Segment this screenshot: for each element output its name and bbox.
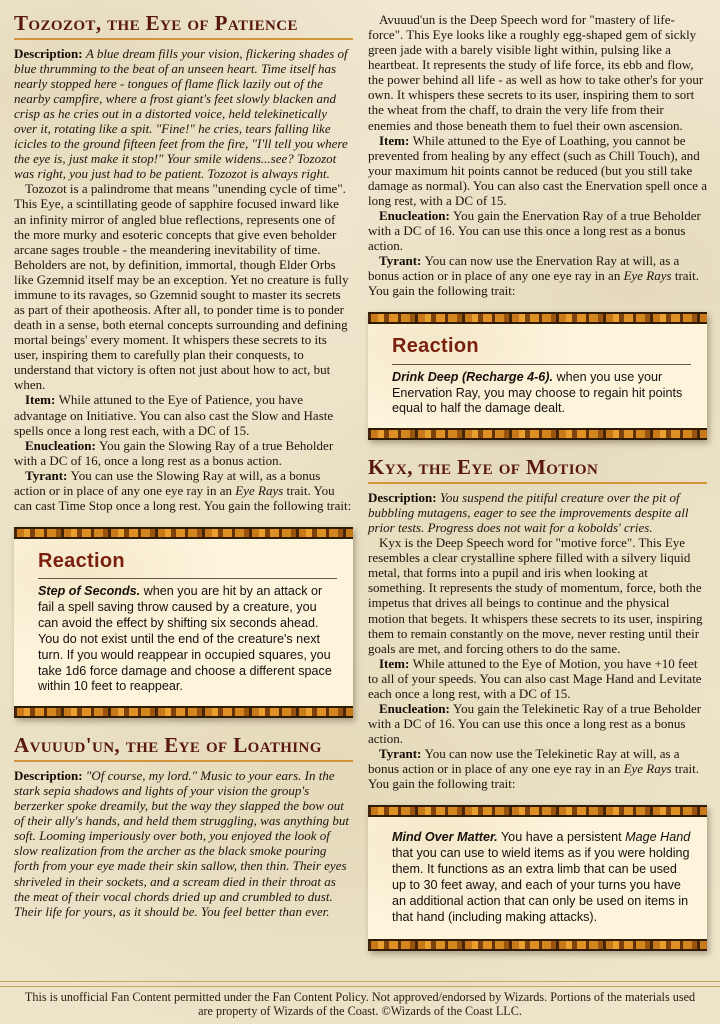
kyx-item-paragraph — [368, 656, 707, 701]
avuuudun-enucleation-text: You gain the Enervation Ray of a true Beholder with a DC of 16. You can use this once a long rest as a bonus action. — [368, 208, 701, 254]
eye-rays-italic: Eye Rays — [235, 482, 284, 498]
tozozot-item-text: While attuned to the Eye of Patience, you have advantage on Initiative. You can also cast the Slow and Haste spells once a long rest each, with a DC of 15. — [14, 392, 334, 438]
tozozot-description-paragraph — [14, 46, 353, 182]
tozozot-item-paragraph — [14, 392, 353, 437]
avuuudun-tyrant-text-post: trait. You gain the following trait: — [368, 268, 700, 299]
tyrant-label: Tyrant: — [25, 467, 71, 483]
avuuudun-description-paragraph — [14, 768, 353, 919]
left-column — [14, 12, 353, 967]
tyrant-label: Tyrant: — [379, 746, 425, 762]
kyx-description-text: You suspend the pitiful creature over the pit of bubbling mutagens, eager to see the improvements despite all prior tests. Progress does not wait for a kobolds' cries. — [368, 489, 689, 536]
note-top-border — [368, 312, 707, 324]
tozozot-lore-paragraph: Tozozot is a palindrome that means "unending cycle of time". This Eye, a scintillating geode of sapphire focused inward like an infinity mirror of angled blue reflections, represents one of the more murky and esoteric concepts that give even beholder arcane sages trouble - the meandering inevitability of time. Beholders are not, by definition, immortal, though Elder Orbs like Gzemnid itself may be an exception. Yet no creature is fully immune to its ravages, so Gzemnid sought to master its secrets as part of their apotheosis. After all, to ponder time is to ponder death in a sense, both eternal concepts surrounding and defining mortal beings' every moment. It whispers these secrets to its user, inspiring them to carefully plan their conquests, to understand that victory is often not just about how to act, but when. — [14, 181, 349, 393]
kyx-enucleation-paragraph — [368, 701, 707, 746]
note-content — [368, 817, 707, 938]
item-label: Item: — [25, 392, 59, 408]
trait-name-step-of-seconds: Step of Seconds. — [38, 584, 141, 599]
eye-rays-italic: Eye Rays — [623, 268, 672, 284]
note-bottom-border — [368, 939, 707, 951]
tyrant-label: Tyrant: — [379, 253, 425, 269]
tozozot-description-text: A blue dream fills your vision, flickering shades of blue thrumming to the beat of an unseen heart. Time itself has nearly stopped here - tongues of flame flick lazily out of the nearby campfire, where a frost giant's feet slowly blacken and crisp as he cries out in a distorted voice, held telekinetically over it, rotating like a spit. "Fine!" he cries, tears falling like icicles to the ground fifteen feet from the fire, "I'll tell you where the eye is, just make it stop!" Your smile widens...see? Tozozot was right, you just had to be patient. Tozozot is always right. — [14, 45, 348, 182]
kyx-enucleation-text: You gain the Telekinetic Ray of a true Beholder with a DC of 16. You can use this once a long rest as a bonus action. — [368, 701, 702, 747]
note-top-border — [14, 527, 353, 539]
note-content — [368, 324, 707, 428]
note-bottom-border — [14, 706, 353, 718]
footer-divider — [0, 981, 720, 987]
note-body — [38, 584, 337, 695]
avuuudun-lore-paragraph: Avuuud'un is the Deep Speech word for "mastery of life-force". This Eye looks like a roughly egg-shaped gem of sickly green jade with a barely visible light within, pulsing like a heartbeat. It represents the study of life force, its ebb and flow, the power behind all life - as well as how to take other's for your own. It whispers these secrets to its user, inspiring them to sort the wheat from the chaff, to drain the very life from their enemies and those beneath them to fuel their own ascension. — [368, 12, 704, 133]
footer-line-2: are property of Wizards of the Coast. ©Wizards of the Coast LLC. — [198, 1004, 522, 1019]
item-label: Item: — [379, 132, 413, 148]
kyx-tyrant-text-pre: You can now use the Telekinetic Ray at will, as a bonus action or in place of any one eye ray in an — [368, 746, 680, 777]
avuuudun-item-paragraph — [368, 133, 707, 208]
note-content — [14, 539, 353, 706]
kyx-lore-paragraph: Kyx is the Deep Speech word for "motive force". This Eye resembles a clear crystalline sphere filled with a silvery liquid metal, that forms into a pupil and iris when looking at something. It represents the study of momentum, force, both the impetus that drives all beings to continue and the physical motion that begets. It whispers these secrets to its user, inspiring them to remain constantly on the move, never resting until their goals are met, and forcing others to do the same. — [368, 535, 703, 656]
description-label: Description: — [368, 489, 440, 505]
avuuudun-tyrant-text-pre: You can now use the Enervation Ray at will, as a bonus action or in place of any one eye ray in an — [368, 253, 680, 284]
tozozot-enucleation-paragraph — [14, 438, 353, 468]
note-body — [392, 370, 691, 418]
right-column — [368, 12, 707, 967]
item-label: Item: — [379, 655, 413, 671]
section-title-kyx: Kyx, the Eye of Motion — [368, 456, 707, 484]
trait-body-text: when you use your Enervation Ray, you may choose to regain hit points equal to half the damage dealt. — [392, 369, 683, 416]
enucleation-label: Enucleation: — [379, 208, 454, 224]
avuuudun-tyrant-paragraph — [368, 253, 707, 298]
kyx-tyrant-text-post: trait. You gain the following trait: — [368, 761, 700, 792]
note-box-drink-deep — [368, 312, 707, 440]
kyx-tyrant-paragraph — [368, 746, 707, 791]
trait-name-drink-deep: Drink Deep (Recharge 4-6). — [392, 369, 553, 384]
tozozot-tyrant-text-post: trait. You can cast Time Stop once a long rest. You gain the following trait: — [14, 482, 352, 514]
enucleation-label: Enucleation: — [25, 437, 100, 453]
note-body — [392, 830, 691, 925]
footer-line-1: This is unofficial Fan Content permitted under the Fan Content Policy. Not approved/endorsed by Wizards. Portions of the materials used — [24, 989, 696, 1004]
section-title-tozozot: Tozozot, the Eye of Patience — [14, 12, 353, 40]
note-title-reaction: Reaction — [392, 331, 691, 364]
avuuudun-item-text: While attuned to the Eye of Loathing, you cannot be prevented from healing by any effect (such as Chill Touch), and your maximum hit points cannot be reduced (but you still take damage as normal). You can also cast the Enervation spell once a long rest, with a DC of 15. — [368, 132, 707, 208]
avuuudun-enucleation-paragraph — [368, 208, 707, 253]
eye-rays-italic: Eye Rays — [623, 761, 672, 777]
trait-body-text-pre: You have a persistent — [497, 830, 626, 845]
kyx-item-text: While attuned to the Eye of Motion, you have +10 feet to all of your speeds. You can also cast Mage Hand and Levitate each once a long rest, with a DC of 15. — [368, 655, 702, 701]
trait-body-text: when you are hit by an attack or fail a spell saving throw caused by a creature, you can avoid the effect by shifting six seconds ahead. You do not exist until the end of the creature's next turn. If you would reappear in occupied squares, you take 1d6 force damage and choose a different space within 10 feet to reappear. — [38, 584, 332, 694]
trait-body-text-post: that you can use to wield items as if you were holding them. It functions as an extra limb that can be used up to 30 feet away, and each of your turns you have an additional action that can only be used on items in that hand (including making attacks). — [392, 846, 690, 924]
note-bottom-border — [368, 428, 707, 440]
tozozot-tyrant-paragraph — [14, 468, 353, 513]
mage-hand-italic: Mage Hand — [625, 830, 691, 845]
description-label: Description: — [14, 767, 86, 783]
section-title-avuuudun: Avuuud'un, the Eye of Loathing — [14, 734, 353, 762]
note-box-step-of-seconds — [14, 527, 353, 718]
enucleation-label: Enucleation: — [379, 701, 454, 717]
description-label: Description: — [14, 45, 86, 61]
avuuudun-description-text: "Of course, my lord." Music to your ears. In the stark sepia shadows and lights of your vision the group's berzerker spoke dreamily, but the way they slapped the bow out of their ally's hands, and held them struggling, was anything but soft. Looming imperiously over both, you enjoyed the look of slow realization from the archer as the black smoke pouring forth from your eye made their skin sallow, then thin. Their eyes shriveled in their sockets, and a scream died in their throat as the meat of their vocal chords dried up and crumbled to dust. Their life for yours, as it should be. You feel better than ever. — [14, 767, 349, 919]
footer-legal-text — [0, 990, 720, 1019]
note-box-mind-over-matter — [368, 805, 707, 950]
tozozot-tyrant-text-pre: You can use the Slowing Ray at will, as a bonus action or in place of any one eye ray in an — [14, 467, 321, 498]
note-top-border — [368, 805, 707, 817]
kyx-description-paragraph — [368, 490, 707, 535]
note-title-reaction: Reaction — [38, 546, 337, 579]
trait-name-mind-over-matter: Mind Over Matter. — [392, 830, 498, 845]
tozozot-enucleation-text: You gain the Slowing Ray of a true Beholder with a DC of 16, once a long rest as a bonus action. — [14, 437, 334, 468]
